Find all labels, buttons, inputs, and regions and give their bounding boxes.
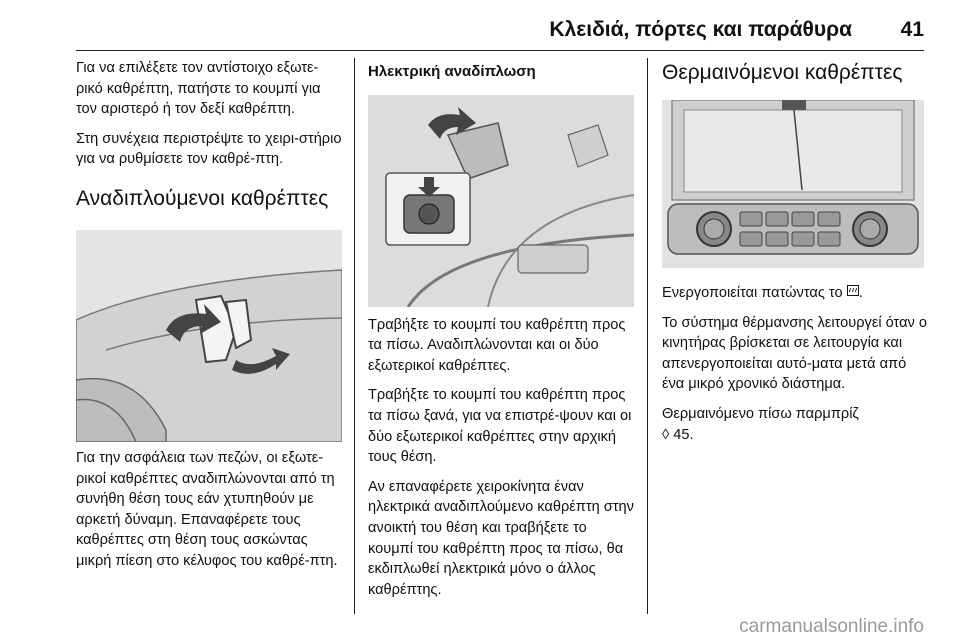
paragraph-pull-again: Τραβήξτε το κουμπί του καθρέπτη προς τα πίσω ξανά, για να επιστρέ‐ψουν και οι δύο εξωτερικοί καθρέπτες στην αρχική τους θέση. — [368, 387, 632, 466]
paragraph-manual-reset: Αν επαναφέρετε χειροκίνητα έναν ηλεκτρικά αναδιπλούμενο καθρέπτη στην ανοικτή του θέση και τραβήξετε το κουμπί του καθρέπτη προς τα πίσω, θα εκδιπλωθεί ηλεκτρικά μόνο ο άλλος καθρέπτης. — [368, 478, 634, 598]
heading-folding-mirrors: Αναδιπλούμενοι καθρέπτες — [76, 186, 329, 210]
folding-mirror-illustration — [76, 230, 342, 442]
cross-reference-label: Θερμαινόμενο πίσω παρμπρίζ — [662, 405, 859, 422]
column-1 — [76, 58, 342, 581]
cross-reference-page[interactable]: 45. — [673, 426, 694, 443]
paragraph-select-mirror: Για να επιλέξετε τον αντίστοιχο εξωτε‐ρικό καθρέπτη, πατήστε το κουμπί για τον αριστερό ή τον δεξί καθρέπτη. — [76, 60, 321, 118]
activate-period: . — [858, 285, 863, 301]
chapter-title: Κλειδιά, πόρτες και παράθυρα — [549, 18, 852, 41]
activate-text: Ενεργοποιείται πατώντας το — [662, 285, 843, 301]
paragraph-pull-button: Τραβήξτε το κουμπί του καθρέπτη προς τα πίσω. Αναδιπλώνονται και οι δύο εξωτερικοί καθρέπτες. — [368, 316, 626, 374]
mirror-fold-switch-illustration — [368, 95, 634, 307]
paragraph-heated-rear-window-ref — [662, 404, 928, 445]
heading-electric-folding: Ηλεκτρική αναδίπλωση — [368, 63, 536, 80]
column-2 — [368, 58, 634, 609]
paragraph-heating-operation: Το σύστημα θέρμανσης λειτουργεί όταν ο κινητήρας βρίσκεται σε λειτουργία και απενεργοποιείται αυτό‐ματα μετά από ένα μικρό χρονικό διάστημα. — [662, 314, 928, 393]
column-divider-1 — [354, 58, 355, 614]
paragraph-pedestrian-safety: Για την ασφάλεια των πεζών, οι εξωτε‐ρικοί καθρέπτες αναδιπλώνονται από τη συνήθη θέση τους εάν χτυπηθούν με αρκετή δύναμη. Επαναφέρετε τους καθρέπτες στη θέση τους ασκώντας μικρή πίεση στο κέλυφος του καθρέ‐πτη. — [76, 449, 338, 569]
paragraph-adjust-mirror: Στη συνέχεια περιστρέψτε το χειρι‐στήριο για να ρυθμίσετε τον καθρέ‐πτη. — [76, 130, 342, 168]
page-header — [76, 0, 924, 51]
cross-reference-icon: ◊ — [662, 426, 670, 443]
climate-control-panel-illustration — [662, 100, 924, 268]
column-3 — [662, 58, 928, 454]
paragraph-activate — [662, 282, 928, 304]
column-divider-2 — [647, 58, 648, 614]
rear-window-heating-icon — [847, 285, 859, 299]
page-number: 41 — [900, 18, 924, 41]
watermark: carmanualsonline.info — [739, 616, 924, 637]
heading-heated-mirrors: Θερμαινόμενοι καθρέπτες — [662, 61, 903, 84]
